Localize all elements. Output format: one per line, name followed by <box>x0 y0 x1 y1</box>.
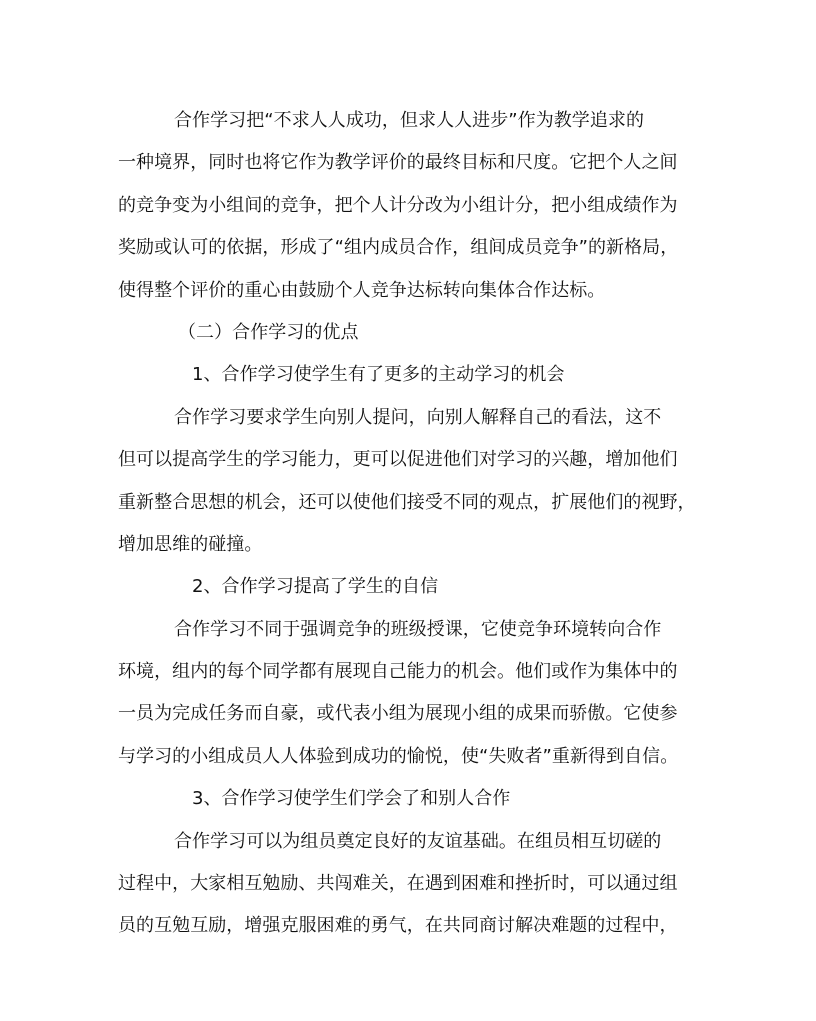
paragraph-line: 一员为完成任务而自豪，或代表小组为展现小组的成果而骄傲。它使参 <box>118 703 678 725</box>
paragraph-line: 合作学习不同于强调竞争的班级授课，它使竞争环境转向合作 <box>174 618 662 640</box>
paragraph-line: 合作学习可以为组员奠定良好的友谊基础。在组员相互切磋的 <box>174 830 662 852</box>
document-body <box>118 100 698 948</box>
paragraph-line: 合作学习把“不求人人成功，但求人人进步”作为教学追求的 <box>174 110 644 131</box>
paragraph-line: 与学习的小组成员人人体验到成功的愉悦，使“失败者”重新得到自信。 <box>118 745 679 767</box>
paragraph-line: 过程中，大家相互勉励、共闯难关，在遇到困难和挫折时，可以通过组 <box>118 873 678 895</box>
paragraph-line: 增加思维的碰撞。 <box>118 533 263 555</box>
section-heading: （二）合作学习的优点 <box>178 321 359 343</box>
paragraph-line: 合作学习要求学生向别人提问，向别人解释自己的看法，这不 <box>174 406 662 428</box>
paragraph-line: 但可以提高学生的学习能力，更可以促进他们对学习的兴趣，增加他们 <box>118 449 678 471</box>
subsection-heading: 1、合作学习使学生有了更多的主动学习的机会 <box>192 364 565 386</box>
paragraph-line: 的竞争变为小组间的竞争，把个人计分改为小组计分，把小组成绩作为 <box>118 194 678 216</box>
paragraph-line: 使得整个评价的重心由鼓励个人竞争达标转向集体合作达标。 <box>118 279 606 301</box>
paragraph-line: 重新整合思想的机会，还可以使他们接受不同的观点，扩展他们的视野， <box>118 491 696 513</box>
subsection-heading: 3、合作学习使学生们学会了和别人合作 <box>192 788 511 810</box>
paragraph-line: 一种境界，同时也将它作为教学评价的最终目标和尺度。它把个人之间 <box>118 152 678 174</box>
paragraph-line: 环境，组内的每个同学都有展现自己能力的机会。他们或作为集体中的 <box>118 661 678 683</box>
paragraph-line: 奖励或认可的依据，形成了“组内成员合作，组间成员竞争”的新格局， <box>118 237 679 259</box>
paragraph-line: 员的互勉互励，增强克服困难的勇气，在共同商讨解决难题的过程中， <box>118 915 678 937</box>
subsection-heading: 2、合作学习提高了学生的自信 <box>192 576 439 598</box>
